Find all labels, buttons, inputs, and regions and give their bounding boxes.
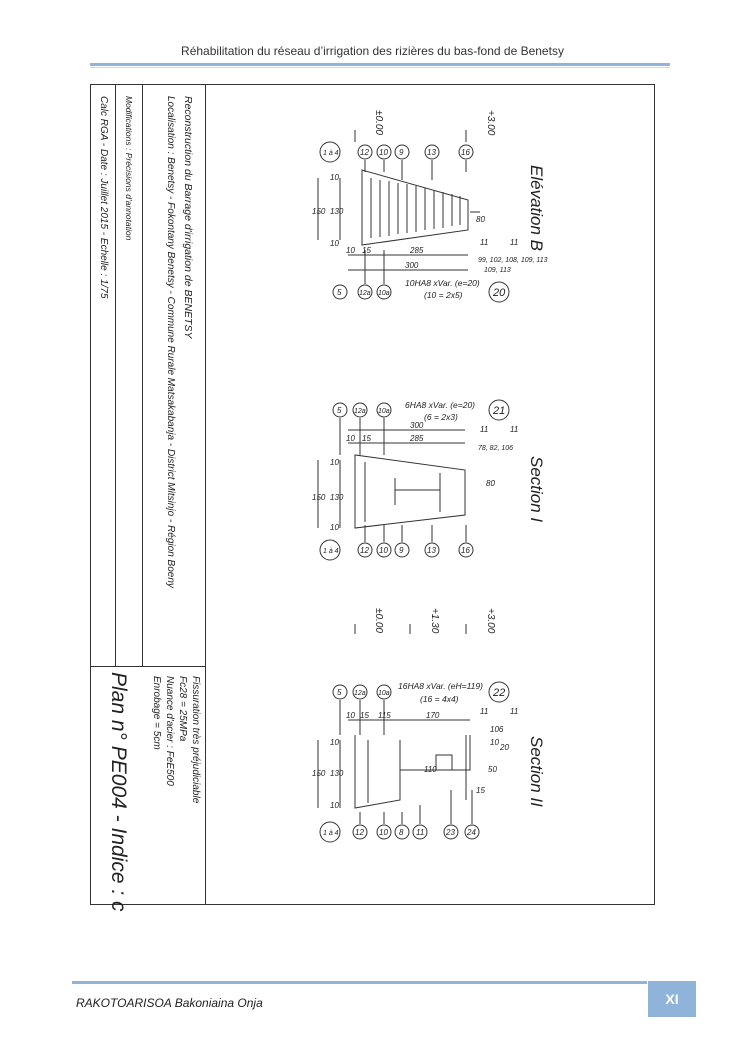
level-label: +3.00 <box>485 110 496 136</box>
dim: 130 <box>330 769 344 778</box>
level-label: +1.30 <box>429 608 440 634</box>
mid-levels <box>355 608 496 634</box>
dim: 10 <box>330 458 339 467</box>
bar-mark: 12a <box>354 408 366 415</box>
dim: 150 <box>312 493 326 502</box>
dim: 80 <box>486 479 495 488</box>
footer-author: RAKOTOARISOA Bakoniaina Onja <box>76 996 263 1010</box>
dim: 170 <box>426 711 440 720</box>
bar-mark: 24 <box>467 828 476 837</box>
bars-note: 99, 102, 108, 109, 113 <box>478 257 548 264</box>
dim: 150 <box>312 769 326 778</box>
bar-mark: 5 <box>337 688 342 697</box>
dim: 300 <box>405 261 419 270</box>
bar-mark: 10a <box>378 290 390 297</box>
plan-number: Plan n° PE004 - Indice : c <box>107 672 130 912</box>
dim: 10 <box>330 173 339 182</box>
bar-mark: 23 <box>446 828 455 837</box>
rebar-count: (10 = 2x5) <box>424 290 463 300</box>
dim: 15 <box>362 434 371 443</box>
dim: 10 <box>346 246 355 255</box>
bar-mark: 12 <box>360 148 369 157</box>
elevation-b-title: Elévation B <box>527 165 546 251</box>
dim: 11 <box>510 425 519 434</box>
bar-mark: 10 <box>379 828 388 837</box>
bar-mark: 13 <box>427 546 436 555</box>
bar-mark: 12 <box>360 546 369 555</box>
bar-mark: 1 à 4 <box>323 830 339 837</box>
dim: 285 <box>410 434 424 443</box>
bar-mark: 16 <box>461 148 470 157</box>
bar-mark: 9 <box>399 148 404 157</box>
dim: 20 <box>500 743 509 752</box>
bar-mark: 12a <box>354 690 366 697</box>
bar-mark: 16 <box>461 546 470 555</box>
page-number-badge: XI <box>648 981 696 1017</box>
bar-mark: 12 <box>355 828 364 837</box>
rebar-count: (6 = 2x3) <box>424 412 458 422</box>
bar-mark: 8 <box>399 828 404 837</box>
dim: 106 <box>490 725 504 734</box>
calc-date-scale: Calc RGA - Date : Juillet 2015 - Echelle : 1/75 <box>98 96 109 299</box>
bars-note: 78, 82, 106 <box>478 445 514 452</box>
modifications-text: Modifications : Précisions d'annotation <box>124 96 134 241</box>
dim: 11 <box>480 238 489 247</box>
bar-mark: 20 <box>493 287 506 299</box>
spec-line: Fissuration très préjudiciable <box>190 676 201 804</box>
bar-mark: 13 <box>427 148 436 157</box>
section-i <box>312 400 546 560</box>
dim: 10 <box>330 738 339 747</box>
section-ii-title: Section II <box>527 736 546 807</box>
rebar-count: (16 = 4x4) <box>420 694 459 704</box>
bar-mark: 12a <box>359 290 371 297</box>
dim: 10 <box>330 523 339 532</box>
dim: 11 <box>480 707 489 716</box>
dim: 10 <box>330 801 339 810</box>
dim: 285 <box>410 246 424 255</box>
bar-mark: 21 <box>493 405 506 417</box>
bar-mark: 9 <box>399 546 404 555</box>
spec-line: Nuance d'acier : FeE500 <box>164 676 175 786</box>
dim: 50 <box>488 765 497 774</box>
dim: 10 <box>346 711 355 720</box>
bar-mark: 5 <box>337 288 342 297</box>
dim: 10 <box>330 239 339 248</box>
rebar-label: 10HA8 xVar. (e=20) <box>405 278 480 288</box>
bar-mark: 1 à 4 <box>323 548 339 555</box>
project-title: Reconstruction du Barrage d'irrigation de BENETSY <box>182 96 194 339</box>
dim: 80 <box>476 215 485 224</box>
bar-mark: 10 <box>379 148 388 157</box>
rebar-label: 6HA8 xVar. (e=20) <box>405 400 476 410</box>
level-label: +3.00 <box>485 608 496 634</box>
dim: 10 <box>346 434 355 443</box>
dim: 300 <box>410 421 424 430</box>
bar-mark: 22 <box>493 687 506 699</box>
dim: 150 <box>312 207 326 216</box>
dim: 15 <box>362 246 371 255</box>
dim: 130 <box>330 493 344 502</box>
dim: 110 <box>424 765 437 774</box>
elevation-b <box>312 110 548 302</box>
spec-line: Enrobage = 5cm <box>151 676 162 750</box>
location-text: Localisation : Benetsy - Fokontany Benetsy - Commune Rurale Matsakabanja - District Mitsinjo - Région Boeny <box>165 96 176 588</box>
dim: 15 <box>360 711 369 720</box>
level-label: ±0.00 <box>373 608 384 633</box>
dim: 11 <box>480 425 489 434</box>
footer-rule <box>72 981 647 984</box>
dim: 11 <box>510 707 519 716</box>
bar-mark: 1 à 4 <box>323 150 339 157</box>
page-header-title: Réhabilitation du réseau d’irrigation des rizières du bas-fond de Benetsy <box>181 44 564 58</box>
rebar-label: 16HA8 xVar. (eH=119) <box>398 681 483 691</box>
bars-note: 109, 113 <box>484 267 511 274</box>
bar-mark: 10a <box>378 408 390 415</box>
bar-mark: 11 <box>416 828 425 837</box>
spec-line: Fc28 = 25MPa <box>177 676 188 742</box>
bar-mark: 10a <box>378 690 390 697</box>
dim: 11 <box>510 238 519 247</box>
level-label: ±0.00 <box>373 110 384 135</box>
dim: 15 <box>476 786 485 795</box>
bar-mark: 10 <box>379 546 388 555</box>
dim: 115 <box>378 711 391 720</box>
bar-mark: 5 <box>337 406 342 415</box>
dim: 130 <box>330 207 344 216</box>
dim: 10 <box>490 738 499 747</box>
section-i-title: Section I <box>527 456 546 523</box>
section-ii <box>312 681 546 842</box>
